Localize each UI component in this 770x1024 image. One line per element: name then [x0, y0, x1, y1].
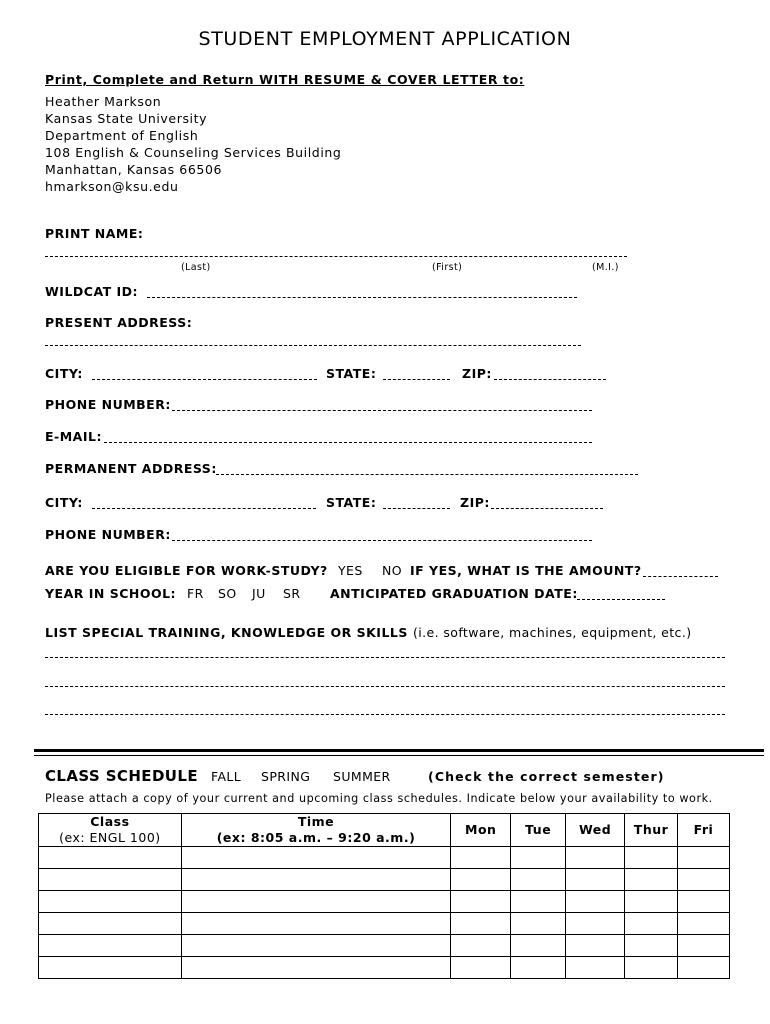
schedule-body [39, 847, 730, 979]
phone-label: PHONE NUMBER: [45, 397, 171, 412]
class-column-header: Class (ex: ENGL 100) [39, 814, 182, 847]
permanent-phone-label: PHONE NUMBER: [45, 527, 171, 542]
schedule-cell[interactable] [678, 913, 730, 935]
year-sr-option[interactable]: SR [283, 586, 301, 601]
middle-initial-caption: (M.I.) [592, 262, 619, 273]
schedule-cell[interactable] [451, 913, 511, 935]
zip-line[interactable] [494, 379, 606, 380]
wed-column-header: Wed [566, 814, 625, 847]
permanent-state-line[interactable] [383, 508, 450, 509]
table-row [39, 957, 730, 979]
schedule-cell[interactable] [451, 935, 511, 957]
print-name-line[interactable] [45, 256, 627, 257]
email-label: E-MAIL: [45, 429, 102, 444]
contact-university: Kansas State University [45, 111, 208, 126]
schedule-cell[interactable] [625, 957, 678, 979]
time-column-header: Time (ex: 8:05 a.m. – 9:20 a.m.) [181, 814, 451, 847]
schedule-cell[interactable] [625, 869, 678, 891]
fri-column-header: Fri [678, 814, 730, 847]
schedule-cell[interactable] [625, 935, 678, 957]
graduation-date-label: ANTICIPATED GRADUATION DATE: [330, 586, 578, 601]
graduation-date-line[interactable] [577, 599, 665, 600]
schedule-cell[interactable] [566, 913, 625, 935]
special-training-line-2[interactable] [45, 686, 725, 687]
schedule-cell[interactable] [566, 957, 625, 979]
year-in-school-label: YEAR IN SCHOOL: [45, 586, 177, 601]
permanent-phone-line[interactable] [172, 540, 592, 541]
schedule-cell[interactable] [511, 847, 566, 869]
schedule-cell[interactable] [678, 869, 730, 891]
schedule-cell[interactable] [181, 913, 451, 935]
city-line[interactable] [92, 379, 317, 380]
state-line[interactable] [383, 379, 450, 380]
contact-building: 108 English & Counseling Services Building [45, 145, 342, 160]
semester-fall-option[interactable]: FALL [211, 769, 242, 784]
special-training-line-3[interactable] [45, 714, 725, 715]
permanent-state-label: STATE: [326, 495, 377, 510]
schedule-cell[interactable] [451, 847, 511, 869]
schedule-cell[interactable] [181, 847, 451, 869]
city-label: CITY: [45, 366, 83, 381]
table-row [39, 891, 730, 913]
schedule-cell[interactable] [181, 957, 451, 979]
schedule-cell[interactable] [678, 957, 730, 979]
form-title: STUDENT EMPLOYMENT APPLICATION [198, 28, 572, 50]
special-training-label: LIST SPECIAL TRAINING, KNOWLEDGE OR SKILLS [45, 625, 408, 640]
first-name-caption: (First) [432, 262, 463, 273]
schedule-cell[interactable] [678, 935, 730, 957]
class-schedule-heading: CLASS SCHEDULE [45, 767, 198, 785]
thur-column-header: Thur [625, 814, 678, 847]
permanent-zip-line[interactable] [491, 508, 603, 509]
table-row [39, 935, 730, 957]
class-schedule-table [38, 813, 730, 979]
contact-name: Heather Markson [45, 94, 162, 109]
schedule-cell[interactable] [181, 869, 451, 891]
permanent-city-line[interactable] [92, 508, 316, 509]
permanent-zip-label: ZIP: [460, 495, 490, 510]
schedule-cell[interactable] [511, 913, 566, 935]
schedule-cell[interactable] [39, 891, 182, 913]
present-address-line[interactable] [45, 345, 581, 346]
year-fr-option[interactable]: FR [187, 586, 204, 601]
work-study-no-option[interactable]: NO [382, 563, 402, 578]
permanent-city-label: CITY: [45, 495, 83, 510]
schedule-cell[interactable] [678, 891, 730, 913]
print-name-label: PRINT NAME: [45, 226, 144, 241]
wildcat-id-label: WILDCAT ID: [45, 284, 139, 299]
schedule-cell[interactable] [451, 957, 511, 979]
section-divider-thin [34, 755, 764, 756]
schedule-instruction: Please attach a copy of your current and upcoming class schedules. Indicate below your availability to work. [45, 792, 713, 805]
contact-email: hmarkson@ksu.edu [45, 179, 179, 194]
schedule-cell[interactable] [625, 847, 678, 869]
work-study-label: ARE YOU ELIGIBLE FOR WORK-STUDY? [45, 563, 328, 578]
schedule-cell[interactable] [566, 935, 625, 957]
schedule-cell[interactable] [566, 847, 625, 869]
zip-label: ZIP: [462, 366, 492, 381]
schedule-cell[interactable] [678, 847, 730, 869]
schedule-cell[interactable] [566, 869, 625, 891]
last-name-caption: (Last) [181, 262, 211, 273]
year-so-option[interactable]: SO [218, 586, 237, 601]
special-training-line-1[interactable] [45, 657, 725, 658]
schedule-header-row [39, 814, 730, 847]
contact-department: Department of English [45, 128, 199, 143]
work-study-yes-option[interactable]: YES [338, 563, 363, 578]
work-study-amount-label: IF YES, WHAT IS THE AMOUNT? [410, 563, 642, 578]
schedule-cell[interactable] [625, 913, 678, 935]
schedule-cell[interactable] [39, 913, 182, 935]
schedule-cell[interactable] [39, 935, 182, 957]
contact-address [45, 93, 341, 195]
wildcat-id-line[interactable] [147, 297, 577, 298]
schedule-cell[interactable] [451, 869, 511, 891]
table-row [39, 847, 730, 869]
table-row [39, 869, 730, 891]
work-study-amount-line[interactable] [643, 576, 718, 577]
phone-line[interactable] [172, 410, 592, 411]
check-semester-note: (Check the correct semester) [428, 769, 665, 784]
present-address-label: PRESENT ADDRESS: [45, 315, 193, 330]
state-label: STATE: [326, 366, 377, 381]
schedule-cell[interactable] [39, 957, 182, 979]
return-instruction: Print, Complete and Return WITH RESUME & COVER LETTER to: [45, 72, 525, 87]
schedule-cell[interactable] [511, 869, 566, 891]
table-row [39, 913, 730, 935]
schedule-cell[interactable] [181, 935, 451, 957]
special-training-hint: (i.e. software, machines, equipment, etc.) [413, 625, 692, 640]
email-line[interactable] [104, 442, 592, 443]
mon-column-header: Mon [451, 814, 511, 847]
special-training-row [45, 622, 691, 641]
permanent-address-label: PERMANENT ADDRESS: [45, 461, 217, 476]
schedule-cell[interactable] [451, 891, 511, 913]
schedule-cell[interactable] [181, 891, 451, 913]
schedule-cell[interactable] [39, 847, 182, 869]
semester-spring-option[interactable]: SPRING [261, 769, 311, 784]
schedule-cell[interactable] [566, 891, 625, 913]
semester-summer-option[interactable]: SUMMER [333, 769, 391, 784]
section-divider [34, 749, 764, 752]
schedule-cell[interactable] [511, 891, 566, 913]
contact-city: Manhattan, Kansas 66506 [45, 162, 223, 177]
schedule-cell[interactable] [511, 935, 566, 957]
year-ju-option[interactable]: JU [252, 586, 266, 601]
schedule-cell[interactable] [625, 891, 678, 913]
schedule-cell[interactable] [39, 869, 182, 891]
tue-column-header: Tue [511, 814, 566, 847]
permanent-address-line[interactable] [216, 474, 638, 475]
schedule-cell[interactable] [511, 957, 566, 979]
